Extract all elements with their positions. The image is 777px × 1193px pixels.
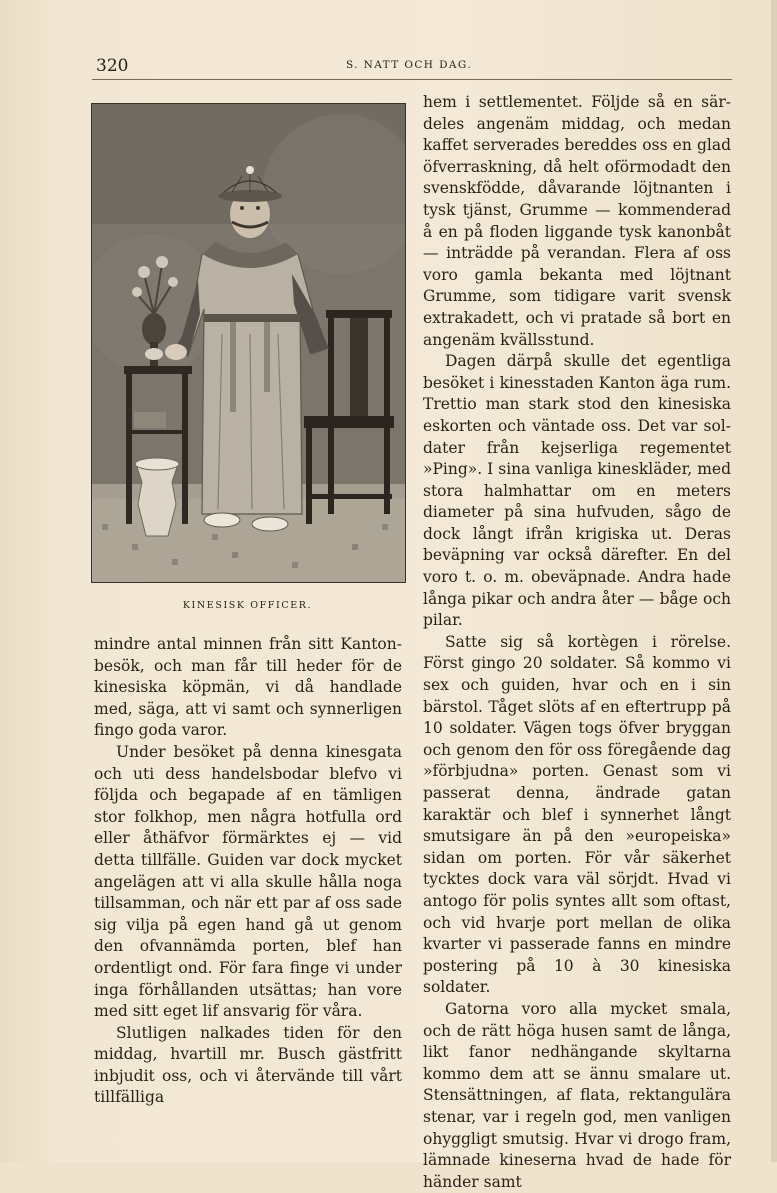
- photograph-chinese-officer: [91, 103, 406, 583]
- page-number: 320: [96, 56, 129, 76]
- right-paragraph-3: Satte sig så kortègen i rörelse. Först gingo 20 soldater. Så kommo vi sex och guiden, hvar och en i sin bärstol. Tåget slöts af en eftertrupp på 10 soldater. Vägen togs öfver bryggan och genom den för oss föregående dag »förbjudna» porten. Genast som vi passerat denna, ändrade gatan karaktär och blef i synnerhet långt smutsigare än på den »europeiska» sidan om porten. För vår säkerhet tycktes dock vara väl sörjdt. Hvad vi antogo för polis syntes allt som oftast, och vid hvarje port mellan de olika kvarter vi passerade fanns en mindre postering på 10 à 30 kinesiska soldater.: [423, 632, 731, 997]
- header-rule: [92, 79, 732, 80]
- figure-caption: KINESISK OFFICER.: [182, 600, 313, 611]
- right-paragraph-2: Dagen därpå skulle det egentliga besöket i kinesstaden Kanton äga rum. Trettio man stark stod den kinesiska eskorten och väntade oss. Det var soldater från kejserliga regementet »Ping». I sina vanliga kineskläder, med stora halmhattar om en meters diameter på sina hufvuden, sågo de dock långt ifrån krigiska ut. Deras beväpning var också därefter. En del voro t. o. m. obeväpnade. Andra hade långa pikar och andra åter — båge och pilar.: [423, 352, 731, 630]
- running-head: S. NATT OCH DAG.: [345, 59, 473, 71]
- left-column: [94, 634, 402, 1109]
- officer-photo-illustration: [92, 104, 405, 582]
- right-paragraph-1: hem i settlementet. Följde så en särdeles angenäm middag, och medan kaffet serverades bereddes oss en glad öfverraskning, då helt oförmodadt den svenskfödde, dåvarande löjtnanten i tysk tjänst, Grumme — kommenderad å en på floden liggande tysk kanonbåt — inträdde på verandan. Flera af oss voro gamla bekanta med löjtnant Grumme, som tidigare varit svensk extrakadett, och vi pratade så bort en angenäm kvällsstund.: [423, 93, 731, 349]
- page-edge: [771, 0, 777, 1162]
- right-paragraph-4: Gatorna voro alla mycket smala, och de rätt höga husen samt de långa, likt fanor nedhängande skyltarna kommo dem att se ännu smalare ut. Stensättningen, af flata, rektangulära stenar, var i regeln god, men vanligen ohyggligt smutsig. Hvar vi drogo fram, lämnade kineserna hvad de hade för händer samt: [423, 999, 731, 1191]
- right-column: [423, 92, 731, 1193]
- left-paragraph-3: Slutligen nalkades tiden för den middag, hvartill mr. Busch gästfritt inbjudit oss, och vi återvände till vårt tillfälliga: [94, 1023, 402, 1107]
- page-header: [88, 56, 730, 78]
- left-paragraph-2: Under besöket på denna kinesgata och uti dess handelsbodar blefvo vi följda och begapade af en tämligen stor folkhop, men några hotfulla ord eller åthäfvor förmärktes ej — vid detta tillfälle. Guiden var dock mycket angelägen att vi alla skulle hålla noga tillsamman, och när ett par af oss sade sig vilja på egen hand gå ut genom den ofvannämda porten, blef han ordentligt ond. För fara finge vi under inga förhållanden utsättas; han vore med sitt eget lif ansvarig för våra.: [94, 742, 402, 1021]
- left-paragraph-1: mindre antal minnen från sitt Kantonbesök, och man får till heder för de kinesiska köpmän, vi då handlade med, säga, att vi samt och synnerligen fingo goda varor.: [94, 635, 402, 740]
